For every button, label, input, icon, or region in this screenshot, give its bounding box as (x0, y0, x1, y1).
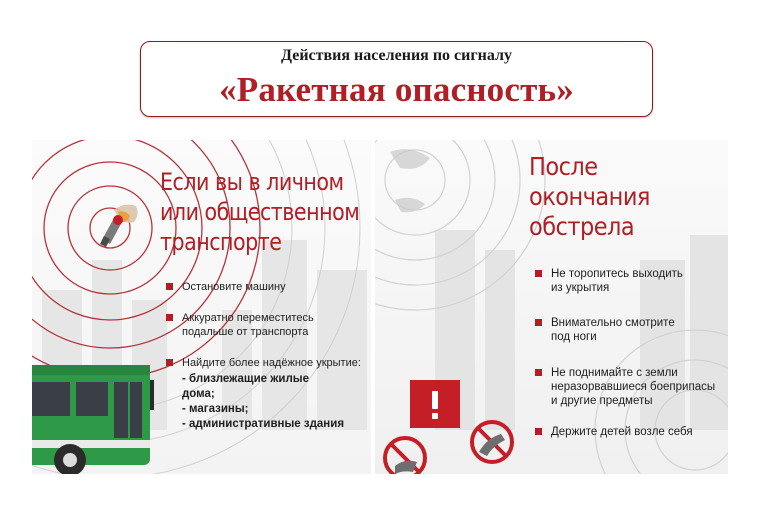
bullet-square-icon (166, 359, 173, 366)
title-main: «Ракетная опасность» (219, 70, 574, 109)
bullet-square-icon (535, 428, 542, 435)
bullet-text: Не торопитесь выходить из укрытия (551, 268, 683, 294)
bullet-text: Не поднимайте с земли неразорвавшиеся боеприпасы и другие предметы (551, 367, 716, 407)
list-item (166, 280, 366, 294)
bullet-square-icon (535, 319, 542, 326)
after-heading-line-3: обстрела (529, 212, 635, 241)
transport-heading-line-2: или общественном (160, 198, 360, 226)
title-subtitle: Действия населения по сигналу (281, 47, 512, 64)
after-shelling-heading (529, 152, 650, 242)
sublist-item: дома; (182, 388, 215, 400)
bullet-text: Держите детей возле себя (551, 426, 693, 438)
shelter-sublist (182, 372, 366, 432)
list-item (535, 425, 728, 439)
warning-sign-icon (410, 380, 460, 428)
sublist-item: - административные здания (182, 418, 345, 430)
bullet-square-icon (535, 369, 542, 376)
transport-heading (160, 167, 359, 257)
after-bullet-list (535, 267, 728, 439)
bullet-square-icon (535, 270, 542, 277)
list-item (535, 366, 728, 408)
list-item (535, 316, 728, 344)
bullet-square-icon (166, 314, 173, 321)
missile-icon (100, 205, 138, 247)
bullet-text: Внимательно смотрите под ноги (551, 317, 675, 343)
title-box (140, 41, 653, 117)
after-heading-line-2: окончания (529, 182, 650, 211)
transport-heading-line-3: транспорте (160, 228, 282, 256)
bullet-square-icon (166, 283, 173, 290)
sublist-item: - близлежащие жилые (182, 373, 309, 385)
bullet-text: Найдите более надёжное укрытие: (182, 357, 361, 369)
panel-after-shelling (375, 140, 728, 474)
transport-heading-line-1: Если вы в личном (160, 168, 344, 196)
bus-icon (32, 365, 154, 474)
transport-bullet-list (166, 280, 366, 432)
list-item (166, 356, 366, 432)
bullet-text: Остановите машину (182, 281, 286, 293)
bullet-text: Аккуратно переместитесь подальше от транспорта (182, 312, 314, 338)
list-item (166, 311, 366, 339)
panel-transport (32, 140, 371, 474)
sublist-item: - магазины; (182, 403, 249, 415)
after-heading-line-1: После (529, 152, 598, 181)
list-item (535, 267, 728, 295)
